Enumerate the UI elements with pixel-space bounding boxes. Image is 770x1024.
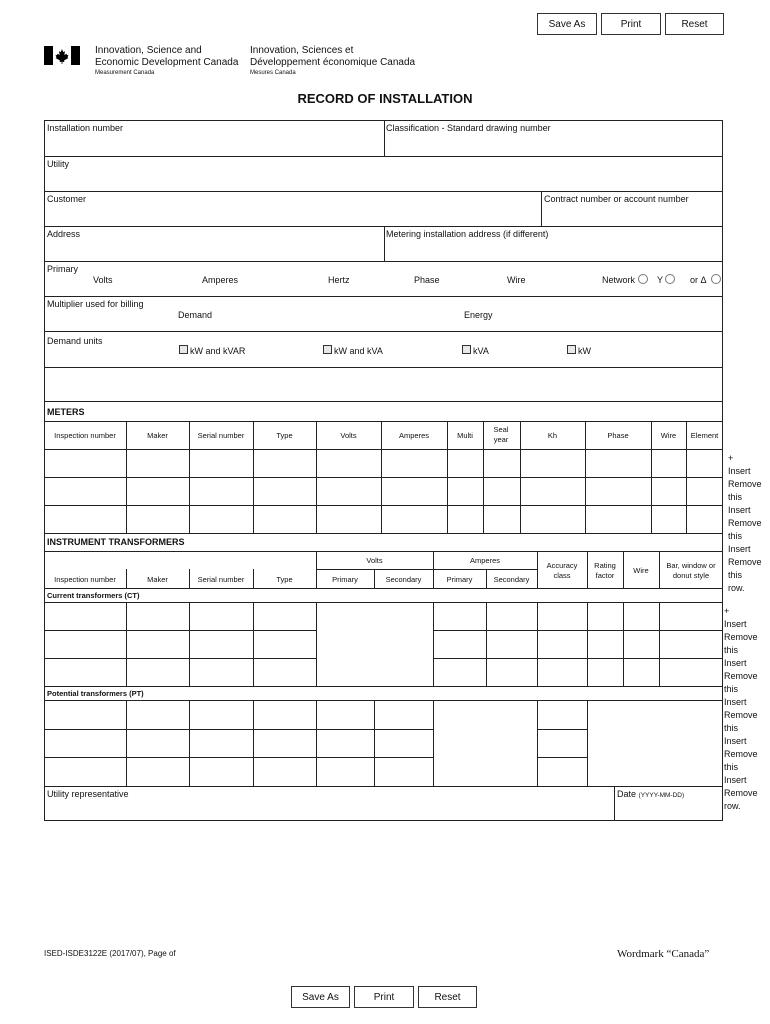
kw-checkbox[interactable] — [567, 345, 576, 354]
y-radio[interactable] — [665, 274, 675, 284]
kw-kva-label: kW and kVA — [334, 346, 383, 356]
meters-col-seal-year: Seal year — [493, 425, 509, 444]
transformers-col-wire: Wire — [633, 566, 649, 575]
meters-col-amperes: Amperes — [398, 431, 429, 440]
wire-field[interactable]: Wire — [507, 275, 526, 285]
header-en-sub: Measurement Canada — [95, 70, 155, 76]
customer-field[interactable]: Customer — [47, 194, 87, 204]
meters-col-kh: Kh — [547, 431, 558, 440]
pt-heading: Potential transformers (PT) — [47, 689, 144, 698]
canada-flag-icon — [44, 46, 80, 65]
ct-heading: Current transformers (CT) — [47, 591, 140, 600]
classification-field[interactable]: Classification - Standard drawing number — [386, 123, 551, 133]
transformers-group-volts: Volts — [366, 556, 383, 565]
transformers-col-style: Bar, window or donut style — [666, 561, 716, 580]
multiplier-label: Multiplier used for billing — [47, 299, 144, 309]
demand-units-label: Demand units — [47, 336, 103, 346]
transformers-row-controls[interactable]: + Insert Remove this Insert Remove this Insert Remove this Insert Remove this Insert Remove row. — [724, 606, 758, 811]
reset-button-bottom[interactable]: Reset — [418, 986, 477, 1008]
phase-field[interactable]: Phase — [414, 275, 440, 285]
demand-field[interactable]: Demand — [178, 310, 213, 320]
utility-field[interactable]: Utility — [47, 159, 69, 169]
kw-label: kW — [578, 346, 591, 356]
kva-checkbox[interactable] — [462, 345, 471, 354]
transformers-col-type: Type — [276, 575, 293, 584]
meters-col-multi: Multi — [457, 431, 473, 440]
transformers-col-volts-secondary: Secondary — [385, 575, 422, 584]
kw-kvar-label: kW and kVAR — [190, 346, 246, 356]
form-code: ISED-ISDE3122E (2017/07), Page of — [44, 949, 176, 958]
hertz-field[interactable]: Hertz — [328, 275, 350, 285]
transformers-col-serial: Serial number — [197, 575, 245, 584]
page-title: RECORD OF INSTALLATION — [297, 91, 473, 106]
meters-col-wire: Wire — [660, 431, 677, 440]
save-as-button[interactable]: Save As — [537, 13, 597, 35]
transformers-col-volts-primary: Primary — [332, 575, 358, 584]
metering-address-field[interactable]: Metering installation address (if different) — [386, 229, 549, 239]
volts-field[interactable]: Volts — [93, 275, 113, 285]
meters-col-serial: Serial number — [197, 431, 245, 440]
or-delta-label: or Δ — [690, 275, 707, 285]
transformers-col-rating: Rating factor — [594, 561, 616, 580]
address-field[interactable]: Address — [47, 229, 81, 239]
canada-wordmark: Wordmark “Canada” — [617, 948, 710, 960]
header-fr: Innovation, Sciences et Développement économique Canada — [250, 45, 416, 68]
header-fr-sub: Mesures Canada — [250, 70, 296, 76]
meters-col-inspection: Inspection number — [54, 431, 116, 440]
amperes-field[interactable]: Amperes — [202, 275, 239, 285]
meters-row-controls[interactable]: + Insert Remove this Insert Remove this Insert Remove this row. — [728, 453, 762, 593]
meters-col-volts: Volts — [340, 431, 357, 440]
transformers-heading: INSTRUMENT TRANSFORMERS — [47, 537, 185, 547]
y-label: Y — [657, 275, 664, 285]
print-button-bottom[interactable]: Print — [354, 986, 414, 1008]
transformers-group-amperes: Amperes — [469, 556, 500, 565]
meters-col-phase: Phase — [607, 431, 629, 440]
kw-kva-checkbox[interactable] — [323, 345, 332, 354]
transformers-col-inspection: Inspection number — [54, 575, 116, 584]
save-as-button-bottom[interactable]: Save As — [291, 986, 350, 1008]
delta-radio[interactable] — [711, 274, 721, 284]
date-field[interactable]: Date (YYYY-MM-DD) — [617, 789, 685, 799]
transformers-section — [44, 533, 723, 788]
kw-kvar-checkbox[interactable] — [179, 345, 188, 354]
meters-col-maker: Maker — [147, 431, 168, 440]
energy-field[interactable]: Energy — [464, 310, 493, 320]
meters-heading: METERS — [47, 407, 85, 417]
reset-button[interactable]: Reset — [665, 13, 724, 35]
print-button[interactable]: Print — [601, 13, 661, 35]
primary-label: Primary — [47, 264, 78, 274]
kva-label: kVA — [473, 346, 489, 356]
installation-number-field[interactable]: Installation number — [47, 123, 124, 133]
transformers-col-amps-secondary: Secondary — [493, 575, 530, 584]
transformers-col-accuracy: Accuracy class — [546, 561, 578, 580]
meters-col-type: Type — [276, 431, 293, 440]
network-radio[interactable] — [638, 274, 648, 284]
utility-representative-field[interactable]: Utility representative — [47, 789, 129, 799]
header-en: Innovation, Science and Economic Development Canada — [95, 45, 239, 68]
contract-field[interactable]: Contract number or account number — [544, 194, 689, 204]
transformers-col-maker: Maker — [147, 575, 168, 584]
meters-col-element: Element — [690, 431, 719, 440]
network-label: Network — [602, 275, 636, 285]
transformers-col-amps-primary: Primary — [446, 575, 473, 584]
